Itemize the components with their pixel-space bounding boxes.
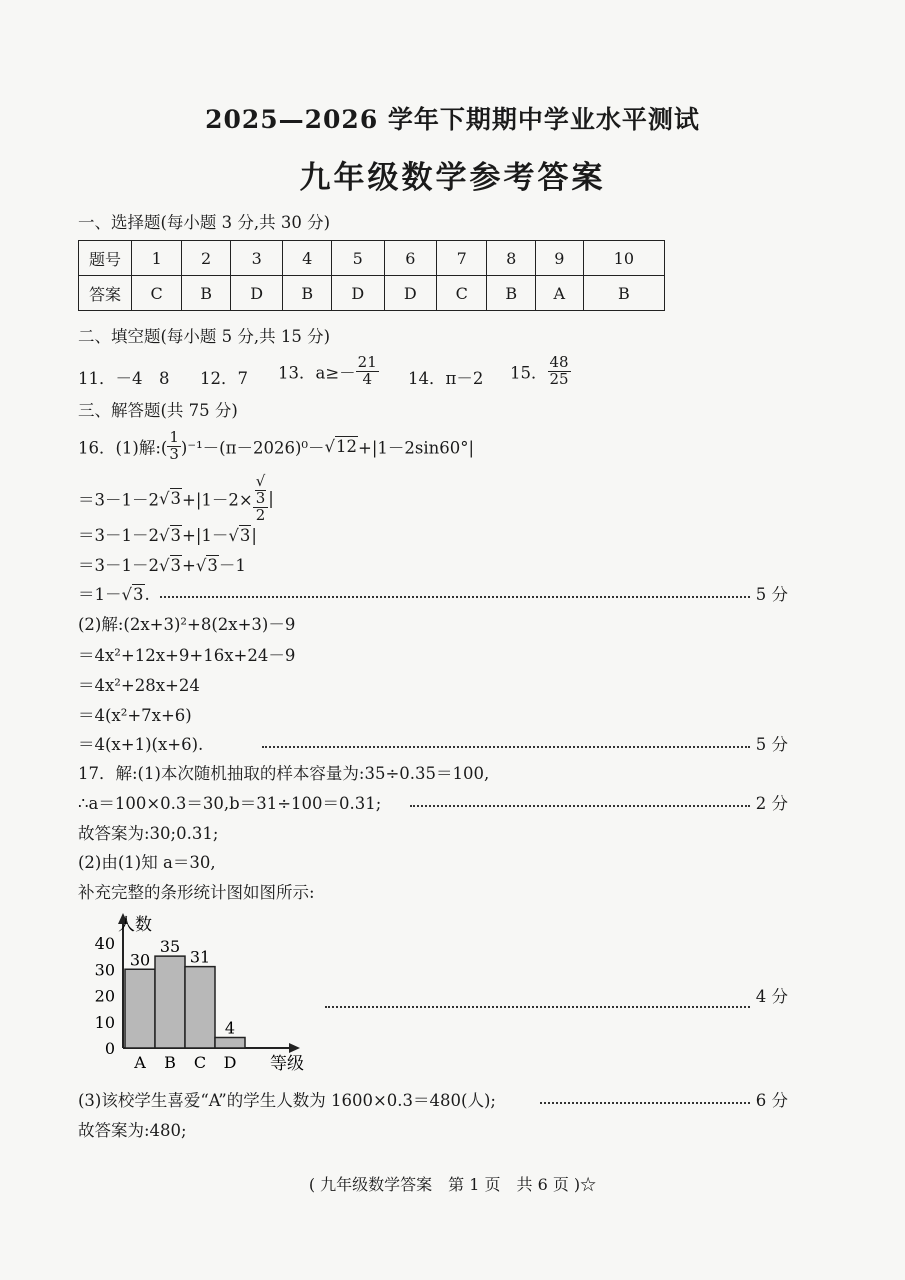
denominator: 2 bbox=[255, 505, 266, 524]
answer-cell: B bbox=[487, 276, 536, 311]
question-number: 8 bbox=[487, 241, 536, 276]
score-leader-dots bbox=[262, 746, 750, 748]
question-number: 6 bbox=[384, 241, 437, 276]
q17-line: (2)由(1)知 a＝30, bbox=[78, 853, 216, 872]
y-axis-label: 人数 bbox=[118, 915, 152, 935]
score-label: 6 分 bbox=[755, 1091, 788, 1110]
expr-text: +|1－2sin60°| bbox=[358, 438, 475, 458]
expr-text: + bbox=[182, 556, 196, 575]
sqrt-radicand: 3 bbox=[133, 585, 144, 604]
fill-answer-12: 12．7 bbox=[200, 369, 248, 388]
fill-answer-14: 14．π－2 bbox=[408, 369, 484, 388]
fraction bbox=[167, 430, 181, 463]
answer-cell: B bbox=[283, 276, 332, 311]
q17-line: ∴a＝100×0.3＝30,b＝31÷100＝0.31; bbox=[78, 794, 382, 813]
q16-part2-expression: (2)解:(2x+3)²+8(2x+3)－9 bbox=[78, 615, 296, 634]
expr-text: ＝3－1－2 bbox=[78, 490, 159, 510]
sqrt-sign: √ bbox=[159, 556, 170, 575]
q16-part2-step: ＝4x²+12x+9+16x+24－9 bbox=[78, 646, 296, 665]
fill-answer-11: 11．－4 8 bbox=[78, 369, 170, 388]
score-label: 5 分 bbox=[755, 585, 788, 604]
section2-heading: 二、填空题(每小题 5 分,共 15 分) bbox=[78, 327, 331, 346]
denominator: 4 bbox=[362, 369, 372, 388]
y-tick-label: 0 bbox=[104, 1039, 115, 1058]
fill-answer-15 bbox=[510, 355, 571, 388]
expr-text: | bbox=[268, 489, 274, 509]
q16-step-4 bbox=[78, 552, 246, 576]
bar-value-label: 35 bbox=[159, 937, 181, 957]
x-axis-arrow bbox=[289, 1043, 300, 1053]
question-number: 10 bbox=[583, 241, 664, 276]
fill-answer-13-prefix: 13．a≥－ bbox=[278, 363, 356, 383]
fill-answer-13 bbox=[278, 355, 379, 388]
sqrt-sign: √ bbox=[121, 585, 133, 604]
question-number: 7 bbox=[437, 241, 487, 276]
answer-cell: A bbox=[535, 276, 583, 311]
bar bbox=[125, 969, 155, 1048]
row-label-answer: 答案 bbox=[79, 276, 132, 311]
answer-cell: D bbox=[230, 276, 283, 311]
x-axis-label: 等级 bbox=[270, 1054, 304, 1074]
question-number: 3 bbox=[230, 241, 283, 276]
answer-cell: D bbox=[331, 276, 384, 311]
q16-part1-expression bbox=[78, 430, 474, 463]
answer-cell: B bbox=[182, 276, 231, 311]
score-leader-dots bbox=[160, 596, 750, 598]
x-tick-label: B bbox=[164, 1053, 176, 1072]
bar-value-label: 30 bbox=[129, 950, 151, 970]
answer-key-title: 九年级数学参考答案 bbox=[299, 160, 606, 196]
q16-result-1 bbox=[78, 581, 150, 605]
bar bbox=[155, 956, 185, 1048]
row-label-question: 题号 bbox=[79, 241, 132, 276]
bar-chart bbox=[78, 908, 338, 1080]
bar bbox=[215, 1038, 245, 1049]
expr-text: | bbox=[251, 526, 257, 545]
answer-cell: C bbox=[132, 276, 182, 311]
answer-cell: C bbox=[437, 276, 487, 311]
score-leader-dots bbox=[540, 1102, 750, 1104]
numerator: 1 bbox=[169, 428, 179, 446]
sqrt-radicand: 12 bbox=[336, 436, 358, 456]
score-label: 5 分 bbox=[755, 735, 788, 754]
multiple-choice-answer-table bbox=[78, 240, 665, 311]
answer-cell: D bbox=[384, 276, 437, 311]
chart-plot bbox=[95, 913, 300, 1072]
sqrt-sign: √ bbox=[228, 526, 239, 545]
q17-line: 补充完整的条形统计图如图所示: bbox=[78, 883, 315, 902]
q16-step-2 bbox=[78, 474, 274, 523]
exam-title: 2025—2026 学年下期期中学业水平测试 bbox=[205, 105, 700, 134]
answer-cell: B bbox=[583, 276, 664, 311]
q16-part2-step: ＝4(x²+7x+6) bbox=[78, 706, 192, 725]
question-number: 4 bbox=[283, 241, 332, 276]
sqrt-sign: √ bbox=[324, 436, 336, 456]
x-tick-label: C bbox=[193, 1053, 207, 1072]
question-number: 2 bbox=[182, 241, 231, 276]
y-tick-label: 30 bbox=[94, 960, 115, 980]
expr-text: )⁻¹－(π－2026)⁰－ bbox=[180, 438, 325, 458]
denominator: 3 bbox=[169, 444, 179, 463]
x-tick-label: A bbox=[134, 1053, 146, 1072]
y-tick-label: 40 bbox=[94, 934, 115, 953]
expr-text: . bbox=[144, 585, 150, 604]
y-tick-label: 20 bbox=[94, 986, 115, 1006]
sqrt-radicand: 3 bbox=[170, 526, 182, 545]
expr-text: 16．(1)解:( bbox=[78, 438, 168, 458]
q17-line: 17．解:(1)本次随机抽取的样本容量为:35÷0.35＝100, bbox=[78, 764, 490, 783]
score-leader-dots bbox=[410, 805, 750, 807]
sqrt-radicand: 3 bbox=[170, 556, 182, 575]
denominator: 25 bbox=[549, 369, 569, 388]
question-number-row bbox=[79, 241, 665, 276]
expr-text: ＝1－ bbox=[78, 585, 122, 604]
fraction bbox=[356, 355, 379, 388]
question-number: 5 bbox=[331, 241, 384, 276]
expr-text: ＝3－1－2 bbox=[78, 556, 159, 575]
sqrt-radicand: 3 bbox=[255, 488, 266, 507]
q17-line: 故答案为:480; bbox=[78, 1121, 187, 1140]
q16-step-3 bbox=[78, 522, 257, 546]
x-tick-label: D bbox=[223, 1053, 237, 1072]
q17-line: 故答案为:30;0.31; bbox=[78, 824, 219, 843]
numerator: 21 bbox=[357, 353, 377, 371]
question-number: 1 bbox=[132, 241, 182, 276]
sqrt-radicand: 3 bbox=[239, 526, 251, 545]
bar-value-label: 31 bbox=[189, 947, 211, 967]
score-label: 2 分 bbox=[755, 794, 788, 813]
sqrt-radicand: 3 bbox=[170, 489, 182, 509]
sqrt-radicand: 3 bbox=[207, 556, 218, 575]
y-tick-label: 10 bbox=[94, 1012, 115, 1032]
sqrt-sign: √ bbox=[159, 526, 170, 545]
section1-heading: 一、选择题(每小题 3 分,共 30 分) bbox=[78, 213, 331, 232]
q16-part2-result: ＝4(x+1)(x+6). bbox=[78, 735, 204, 754]
section3-heading: 三、解答题(共 75 分) bbox=[78, 401, 238, 420]
sqrt-sign: √ bbox=[159, 489, 170, 509]
bar bbox=[185, 967, 215, 1048]
question-number: 9 bbox=[535, 241, 583, 276]
fraction bbox=[548, 355, 571, 388]
score-leader-dots bbox=[325, 1006, 750, 1008]
fraction bbox=[253, 474, 269, 523]
numerator: √ 3 bbox=[253, 474, 269, 508]
page-footer: ( 九年级数学答案 第 1 页 共 6 页 )☆ bbox=[308, 1175, 597, 1194]
bar-value-label: 4 bbox=[224, 1018, 236, 1038]
score-label: 4 分 bbox=[755, 987, 788, 1006]
expr-text: +|1－ bbox=[182, 526, 229, 545]
sqrt-sign: √ bbox=[195, 556, 207, 575]
answer-row bbox=[79, 276, 665, 311]
numerator: 48 bbox=[549, 353, 569, 371]
q16-part2-step: ＝4x²+28x+24 bbox=[78, 676, 200, 695]
fill-answer-15-prefix: 15． bbox=[510, 363, 548, 383]
expr-text: －1 bbox=[218, 556, 246, 575]
expr-text: +|1－2× bbox=[182, 490, 253, 510]
expr-text: ＝3－1－2 bbox=[78, 526, 159, 545]
q17-line: (3)该校学生喜爱“A”的学生人数为 1600×0.3＝480(人); bbox=[78, 1091, 496, 1110]
